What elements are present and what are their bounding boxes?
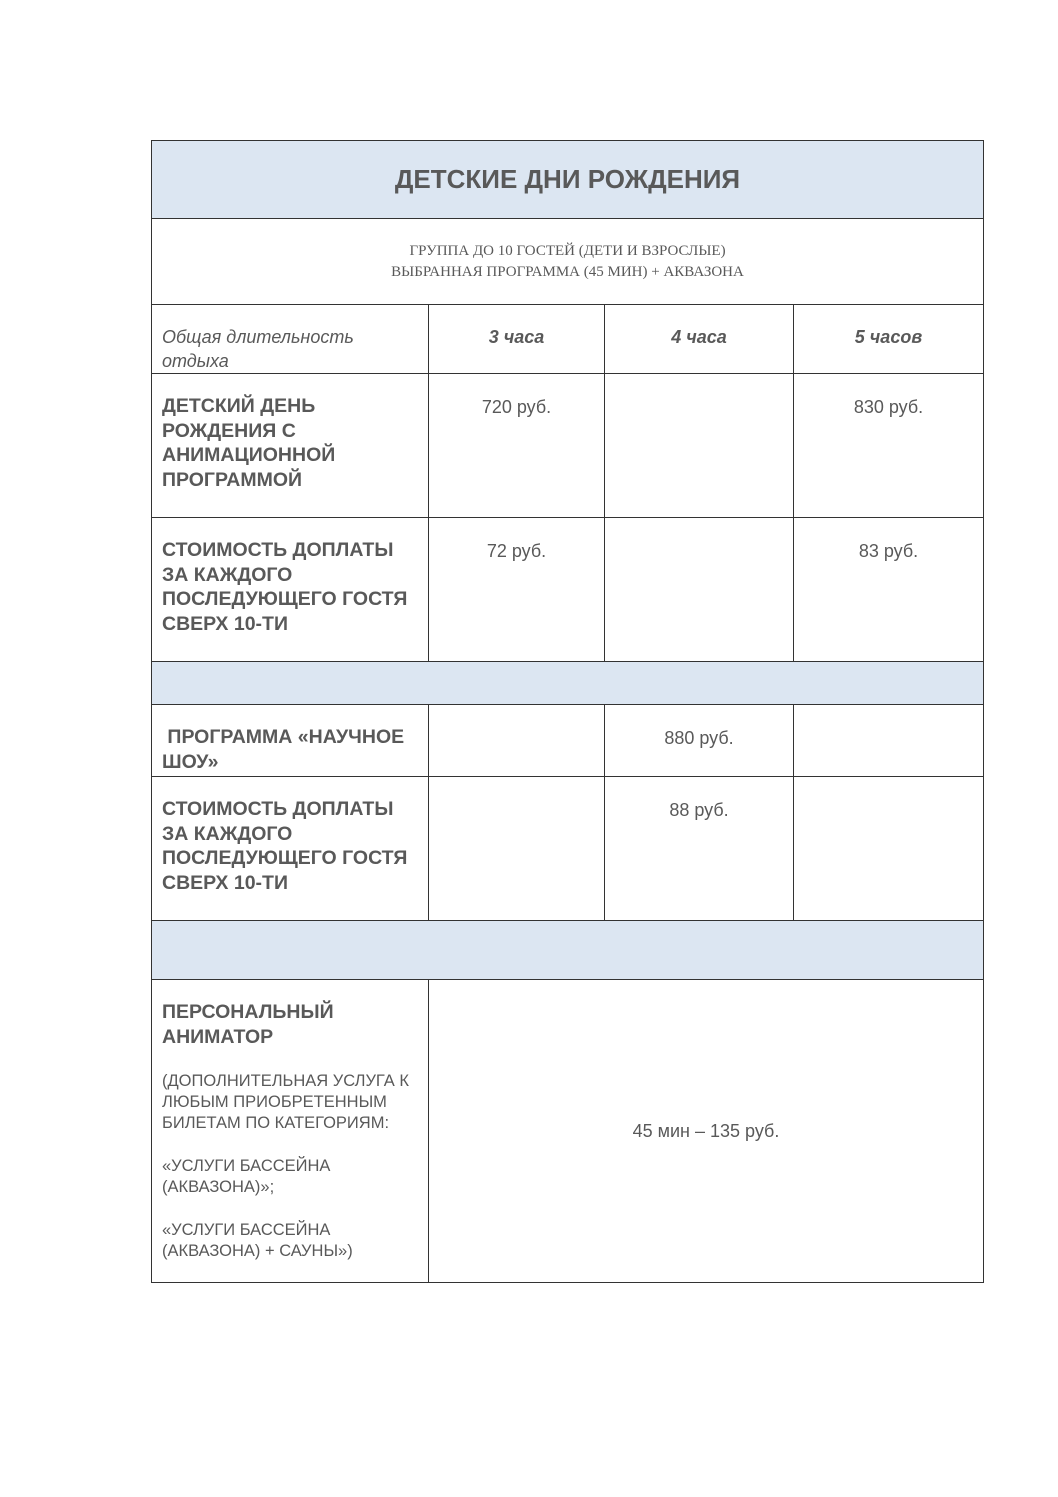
animator-price: 45 мин – 135 руб.	[429, 980, 984, 1283]
price-cell: 830 руб.	[794, 374, 984, 518]
price-cell	[794, 705, 984, 777]
price-cell: 88 руб.	[605, 777, 794, 921]
title-row	[152, 141, 984, 219]
price-table	[151, 140, 984, 1283]
price-cell	[605, 374, 794, 518]
separator-row	[152, 662, 984, 705]
subtitle-row	[152, 219, 984, 305]
animator-cell	[152, 980, 429, 1283]
section-separator	[152, 921, 984, 980]
price-cell: 720 руб.	[429, 374, 605, 518]
table-row	[152, 777, 984, 921]
animator-note-3: «УСЛУГИ БАССЕЙНА (АКВАЗОНА) + САУНЫ»)	[162, 1221, 353, 1260]
table-row	[152, 705, 984, 777]
duration-label: Общая длительность отдыха	[152, 305, 429, 374]
separator-row	[152, 921, 984, 980]
animator-note-1: (ДОПОЛНИТЕЛЬНАЯ УСЛУГА К ЛЮБЫМ ПРИОБРЕТЕННЫМ БИЛЕТАМ ПО КАТЕГОРИЯМ:	[162, 1072, 409, 1132]
price-cell: 83 руб.	[794, 518, 984, 662]
animator-title: ПЕРСОНАЛЬНЫЙ АНИМАТОР	[162, 1001, 334, 1048]
subtitle-line-1: ГРУППА ДО 10 ГОСТЕЙ (ДЕТИ И ВЗРОСЛЫЕ)	[409, 242, 726, 259]
price-cell	[429, 705, 605, 777]
row-label-birthday: ДЕТСКИЙ ДЕНЬ РОЖДЕНИЯ С АНИМАЦИОННОЙ ПРОГРАММОЙ	[152, 374, 429, 518]
table-row	[152, 374, 984, 518]
section-separator	[152, 662, 984, 705]
row-label-science-show: ПРОГРАММА «НАУЧНОЕ ШОУ»	[152, 705, 429, 777]
column-4-hours: 4 часа	[605, 305, 794, 374]
row-label-extra-guest-show: СТОИМОСТЬ ДОПЛАТЫ ЗА КАЖДОГО ПОСЛЕДУЮЩЕГО ГОСТЯ СВЕРХ 10-ТИ	[152, 777, 429, 921]
table-row	[152, 518, 984, 662]
table-row	[152, 980, 984, 1283]
subtitle	[152, 219, 984, 305]
page-title: ДЕТСКИЕ ДНИ РОЖДЕНИЯ	[152, 141, 984, 219]
price-cell	[605, 518, 794, 662]
price-document	[151, 140, 983, 1283]
animator-note	[162, 1071, 420, 1262]
subtitle-line-2: ВЫБРАННАЯ ПРОГРАММА (45 МИН) + АКВАЗОНА	[391, 263, 744, 280]
row-label-extra-guest: СТОИМОСТЬ ДОПЛАТЫ ЗА КАЖДОГО ПОСЛЕДУЮЩЕГО ГОСТЯ СВЕРХ 10-ТИ	[152, 518, 429, 662]
animator-note-2: «УСЛУГИ БАССЕЙНА (АКВАЗОНА)»;	[162, 1157, 331, 1196]
price-cell	[794, 777, 984, 921]
header-row	[152, 305, 984, 374]
price-cell: 72 руб.	[429, 518, 605, 662]
price-cell: 880 руб.	[605, 705, 794, 777]
price-cell	[429, 777, 605, 921]
column-5-hours: 5 часов	[794, 305, 984, 374]
column-3-hours: 3 часа	[429, 305, 605, 374]
